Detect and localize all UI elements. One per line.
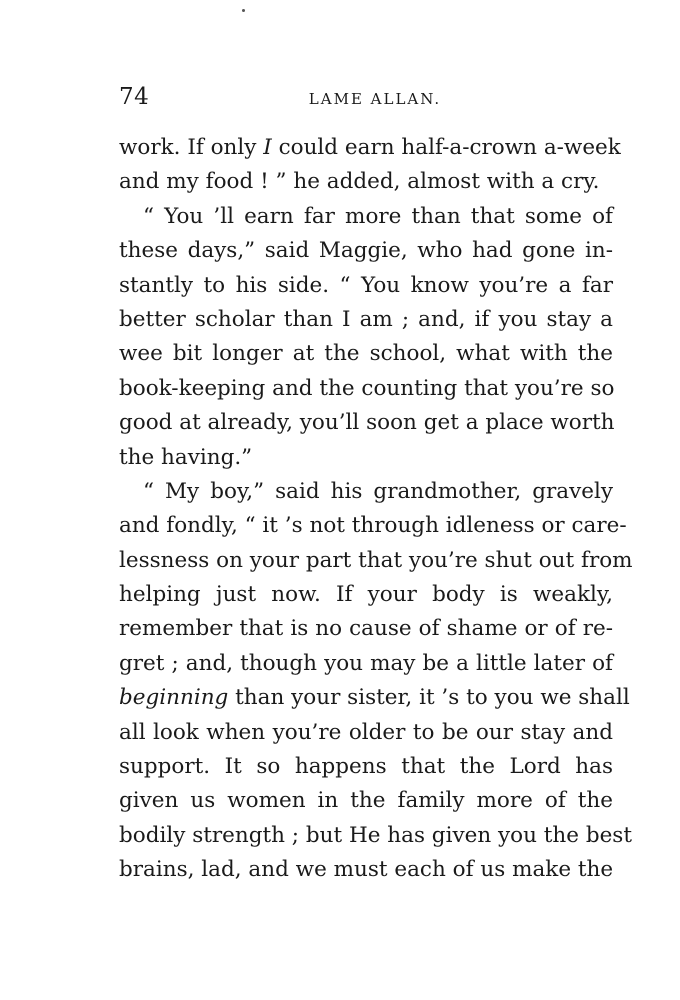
text-line-2: and my food ! ” he added, almost with a cry. — [119, 169, 600, 195]
text-line-10: the having.” — [119, 444, 253, 470]
body-text — [119, 131, 633, 888]
text-line-17: beginning than your sister, it ’s to you we shall — [119, 685, 630, 711]
ink-speck — [242, 9, 245, 12]
text-line-13: lessness on your part that you’re shut out from — [119, 547, 633, 573]
text-line-9: good at already, you’ll soon get a place worth — [119, 410, 615, 436]
text-line-4: these days,” said Maggie, who had gone in- — [119, 238, 613, 264]
text-line-11: “ My boy,” said his grandmother, gravely — [143, 478, 613, 504]
text-line-22: brains, lad, and we must each of us make the — [119, 857, 614, 883]
text-line-18: all look when you’re older to be our stay and — [119, 719, 613, 745]
text-line-12: and fondly, “ it ’s not through idleness or care- — [119, 513, 627, 539]
text-line-5: stantly to his side. “ You know you’re a far — [119, 272, 613, 298]
text-line-14: helping just now. If your body is weakly, — [119, 582, 613, 608]
text-line-20: given us women in the family more of the — [119, 788, 613, 814]
text-line-19: support. It so happens that the Lord has — [119, 754, 613, 780]
running-head — [119, 84, 613, 114]
text-line-1: work. If only I could earn half-a-crown a-week — [119, 135, 621, 160]
text-line-3: “ You ’ll earn far more than that some of — [143, 203, 613, 229]
text-line-21: bodily strength ; but He has given you the best — [119, 822, 632, 848]
text-line-8: book-keeping and the counting that you’re so — [119, 375, 615, 401]
text-line-16: gret ; and, though you may be a little later of — [119, 650, 613, 676]
text-line-15: remember that is no cause of shame or of re- — [119, 616, 613, 642]
running-title: LAME ALLAN. — [308, 90, 442, 108]
page-number: 74 — [119, 84, 150, 110]
text-line-6: better scholar than I am ; and, if you stay a — [119, 306, 613, 332]
text-line-7: wee bit longer at the school, what with the — [119, 341, 613, 367]
